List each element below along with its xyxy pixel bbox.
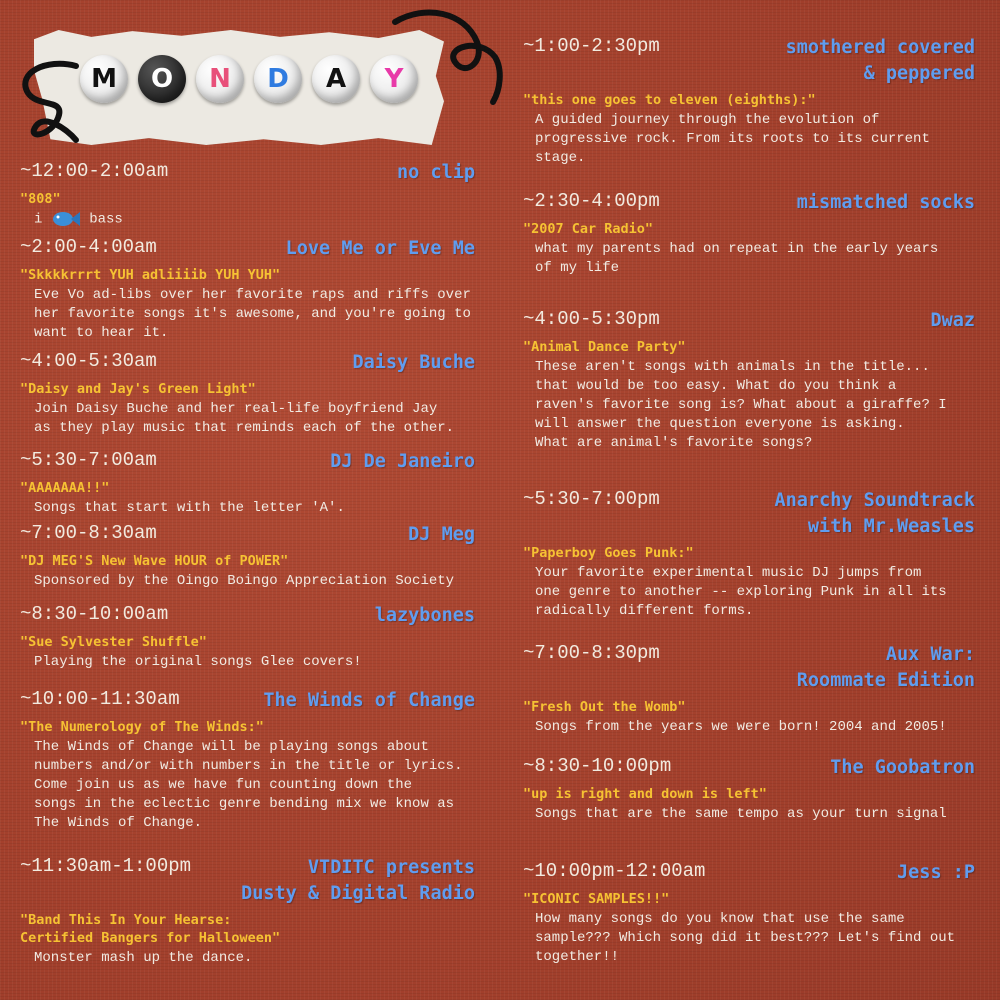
- slot-header: [20, 236, 475, 262]
- slot-host-line: Anarchy Soundtrack: [774, 490, 975, 511]
- slot-header: [523, 308, 975, 334]
- slot-time: ~7:00-8:30am: [20, 522, 157, 544]
- slot-show-title: [20, 633, 475, 651]
- schedule-slot: [20, 449, 475, 518]
- schedule-slot: [20, 522, 475, 591]
- slot-show-title: [523, 338, 975, 356]
- slot-host-line: Daisy Buche: [352, 352, 475, 373]
- slot-description-line: her favorite songs it's awesome, and you're going to: [34, 306, 471, 322]
- slot-header: [523, 190, 975, 216]
- slot-time: ~11:30am-1:00pm: [20, 855, 192, 877]
- slot-show-line: "808": [20, 191, 61, 207]
- slot-show-title: [523, 698, 975, 716]
- slot-show-line: "Skkkkrrrt YUH adliiiib YUH YUH": [20, 267, 281, 283]
- slot-description-line: What are animal's favorite songs?: [535, 435, 813, 451]
- schedule-slot: [20, 688, 475, 833]
- slot-time: ~10:00-11:30am: [20, 688, 180, 710]
- slot-show-line: "Sue Sylvester Shuffle": [20, 634, 207, 650]
- slot-time: ~10:00pm-12:00am: [523, 860, 706, 882]
- slot-host-line: Dusty & Digital Radio: [241, 883, 475, 904]
- slot-show-line: "Band This In Your Hearse:: [20, 912, 232, 928]
- slot-description-line: together!!: [535, 949, 620, 965]
- slot-description-line: one genre to another -- exploring Punk in all its: [535, 584, 947, 600]
- slot-header: [20, 855, 475, 904]
- slot-host: [775, 488, 975, 540]
- slot-header: [20, 522, 475, 548]
- slot-host: [786, 35, 975, 87]
- slot-description: [20, 286, 475, 343]
- slot-host-line: with Mr.Weasles: [807, 516, 975, 537]
- slot-description: [20, 572, 475, 591]
- slot-time: ~5:30-7:00pm: [523, 488, 660, 510]
- title-bead: M: [80, 55, 128, 103]
- slot-host-line: & peppered: [863, 63, 975, 84]
- slot-show-title: [20, 911, 475, 947]
- slot-description-line: will answer the question everyone is asking.: [535, 416, 905, 432]
- slot-description: [20, 738, 475, 833]
- title-bead: N: [196, 55, 244, 103]
- slot-host-line: Dwaz: [930, 310, 975, 331]
- slot-show-line: "Daisy and Jay's Green Light": [20, 381, 256, 397]
- slot-time: ~2:30-4:00pm: [523, 190, 660, 212]
- slot-description-line: radically different forms.: [535, 603, 754, 619]
- slot-description-line: The Winds of Change.: [34, 815, 203, 831]
- slot-description: i bass: [34, 211, 123, 228]
- slot-header: [20, 350, 475, 376]
- slot-show-line: "this one goes to eleven (eighths):": [523, 92, 816, 108]
- slot-show-title: [20, 718, 475, 736]
- slot-show-line: "ICONIC SAMPLES!!": [523, 891, 670, 907]
- slot-description-line: numbers and/or with numbers in the title or lyrics.: [34, 758, 463, 774]
- slot-description: [523, 564, 975, 621]
- slot-time: ~8:30-10:00pm: [523, 755, 672, 777]
- slot-host-line: DJ Meg: [408, 524, 475, 545]
- slot-time: ~7:00-8:30pm: [523, 642, 660, 664]
- slot-header: [20, 603, 475, 629]
- slot-show-title: [20, 479, 475, 497]
- slot-host: [375, 603, 475, 629]
- slot-host: [930, 308, 975, 334]
- schedule-slot: [523, 35, 975, 168]
- slot-description-line: Join Daisy Buche and her real-life boyfriend Jay: [34, 401, 438, 417]
- slot-show-title: [523, 785, 975, 803]
- slot-header: [20, 688, 475, 714]
- schedule-slot: [523, 308, 975, 453]
- slot-show-title: [20, 190, 475, 208]
- slot-host-line: no clip: [397, 162, 475, 183]
- slot-host-line: mismatched socks: [796, 192, 975, 213]
- slot-description-line: How many songs do you know that use the same: [535, 911, 905, 927]
- slot-description: [523, 718, 975, 737]
- title-bead: A: [312, 55, 360, 103]
- slot-description-line: songs in the eclectic genre bending mix we know as: [34, 796, 455, 812]
- slot-description-line: Come join us as we have fun counting down the: [34, 777, 413, 793]
- slot-description: [20, 400, 475, 438]
- slot-show-title: [523, 544, 975, 562]
- slot-header: [523, 642, 975, 691]
- slot-description-line: Songs that start with the letter 'A'.: [34, 500, 345, 516]
- slot-time: ~2:00-4:00am: [20, 236, 157, 258]
- slot-header: [20, 449, 475, 475]
- slot-host: [797, 642, 975, 694]
- slot-show-line: "up is right and down is left": [523, 786, 767, 802]
- title-beads: [80, 55, 418, 103]
- slot-time: ~12:00-2:00am: [20, 160, 169, 182]
- slot-description-line: Songs that are the same tempo as your turn signal: [535, 806, 947, 822]
- slot-description: [523, 805, 975, 824]
- slot-description: [523, 240, 975, 278]
- slot-time: ~5:30-7:00am: [20, 449, 157, 471]
- slot-description-line: Eve Vo ad-libs over her favorite raps and riffs over: [34, 287, 471, 303]
- slot-description: [523, 358, 975, 453]
- slot-host: [830, 755, 975, 781]
- slot-time: ~4:00-5:30pm: [523, 308, 660, 330]
- slot-show-line: "Animal Dance Party": [523, 339, 686, 355]
- title-bead: Y: [370, 55, 418, 103]
- schedule-slot: [20, 855, 475, 968]
- slot-header: [523, 860, 975, 886]
- slot-host-line: DJ De Janeiro: [330, 451, 475, 472]
- slot-host: [797, 190, 975, 216]
- slot-description-line: Monster mash up the dance.: [34, 950, 253, 966]
- slot-host-line: smothered covered: [785, 37, 975, 58]
- slot-show-line: Certified Bangers for Halloween": [20, 930, 281, 946]
- slot-show-title: [523, 91, 975, 109]
- slot-show-line: "DJ MEG'S New Wave HOUR of POWER": [20, 553, 289, 569]
- slot-description: [523, 111, 975, 168]
- schedule-slot: [20, 603, 475, 672]
- slot-host-line: Jess :P: [897, 862, 975, 883]
- slot-host: [241, 855, 475, 907]
- slot-host-line: Aux War:: [885, 644, 975, 665]
- slot-show-title: [20, 552, 475, 570]
- slot-description-line: sample??? Which song did it best??? Let's find out: [535, 930, 956, 946]
- slot-description: [523, 910, 975, 967]
- slot-show-title: [523, 220, 975, 238]
- slot-host: [397, 160, 475, 186]
- slot-time: ~1:00-2:30pm: [523, 35, 660, 57]
- slot-host-line: The Winds of Change: [263, 690, 475, 711]
- slot-show-line: "Fresh Out the Womb": [523, 699, 686, 715]
- slot-description-line: that would be too easy. What do you think a: [535, 378, 897, 394]
- slot-description: [20, 499, 475, 518]
- slot-host-line: VTDITC presents: [307, 857, 475, 878]
- slot-show-line: "Paperboy Goes Punk:": [523, 545, 694, 561]
- title-bead: D: [254, 55, 302, 103]
- slot-description-line: A guided journey through the evolution of: [535, 112, 880, 128]
- slot-header: [20, 160, 475, 186]
- slot-description: [20, 949, 475, 968]
- slot-show-title: [20, 266, 475, 284]
- slot-host-line: Love Me or Eve Me: [285, 238, 475, 259]
- slot-host: [286, 236, 475, 262]
- slot-description-line: raven's favorite song is? What about a giraffe? I: [535, 397, 947, 413]
- slot-description-line: The Winds of Change will be playing songs about: [34, 739, 429, 755]
- slot-description-line: These aren't songs with animals in the title...: [535, 359, 930, 375]
- slot-host-line: lazybones: [374, 605, 475, 626]
- slot-host: [897, 860, 975, 886]
- slot-header: [523, 755, 975, 781]
- schedule-slot: [20, 350, 475, 438]
- slot-description-line: want to hear it.: [34, 325, 169, 341]
- schedule-slot: [20, 236, 475, 343]
- slot-description-line: what my parents had on repeat in the early years: [535, 241, 939, 257]
- slot-show-line: "AAAAAAA!!": [20, 480, 110, 496]
- slot-description-line: Your favorite experimental music DJ jumps from: [535, 565, 922, 581]
- fish-icon: [51, 210, 81, 228]
- slot-show-title: [523, 890, 975, 908]
- schedule-slot: [20, 160, 475, 230]
- slot-host: [352, 350, 475, 376]
- schedule-slot: [523, 860, 975, 967]
- schedule-slot: [523, 642, 975, 737]
- slot-description: [20, 653, 475, 672]
- slot-description-line: progressive rock. From its roots to its current stage.: [535, 131, 930, 166]
- slot-description-line: of my life: [535, 260, 620, 276]
- slot-show-line: "The Numerology of The Winds:": [20, 719, 264, 735]
- schedule-slot: [523, 755, 975, 824]
- slot-header: [523, 35, 975, 84]
- slot-time: ~4:00-5:30am: [20, 350, 157, 372]
- slot-time: ~8:30-10:00am: [20, 603, 169, 625]
- slot-host-line: Roommate Edition: [796, 670, 975, 691]
- slot-header: [523, 488, 975, 537]
- title-bead: O: [138, 55, 186, 103]
- schedule-slot: [523, 190, 975, 278]
- slot-description-line: Playing the original songs Glee covers!: [34, 654, 362, 670]
- slot-description-line: Sponsored by the Oingo Boingo Appreciation Society: [34, 573, 455, 589]
- slot-description-line: as they play music that reminds each of the other.: [34, 420, 455, 436]
- title-banner: [0, 0, 520, 160]
- schedule-slot: [523, 488, 975, 621]
- slot-host: [330, 449, 475, 475]
- slot-host-line: The Goobatron: [830, 757, 975, 778]
- slot-host: [263, 688, 475, 714]
- slot-description-line: Songs from the years we were born! 2004 and 2005!: [535, 719, 947, 735]
- slot-show-line: "2007 Car Radio": [523, 221, 654, 237]
- slot-host: [408, 522, 475, 548]
- slot-show-title: [20, 380, 475, 398]
